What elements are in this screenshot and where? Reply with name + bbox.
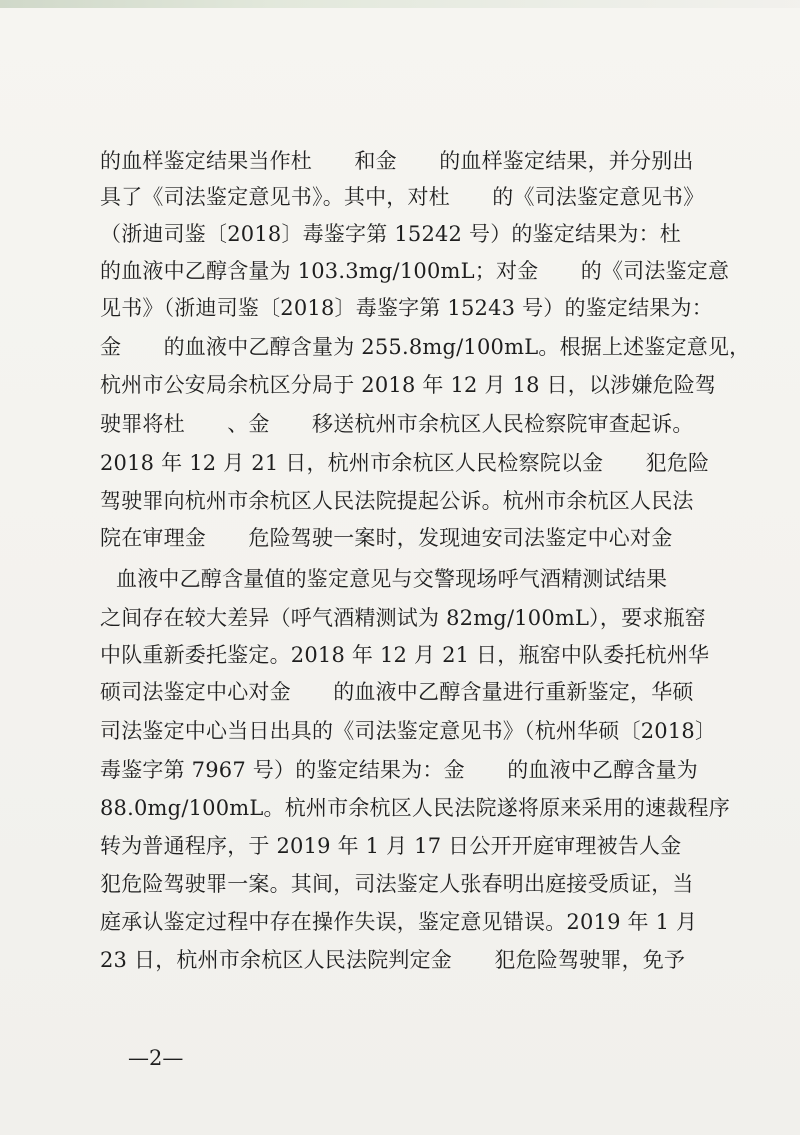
body-line: 的血液中乙醇含量为 103.3mg/100mL；对金 的《司法鉴定意 (100, 259, 730, 283)
body-line: 犯危险驾驶罪一案。其间，司法鉴定人张春明出庭接受质证，当 (100, 872, 694, 896)
body-line: 血液中乙醇含量值的鉴定意见与交警现场呼气酒精测试结果 (116, 567, 668, 591)
body-line: 的血样鉴定结果当作杜 和金 的血样鉴定结果，并分别出 (100, 149, 694, 173)
body-line: 庭承认鉴定过程中存在操作失误，鉴定意见错误。2019 年 1 月 (100, 910, 698, 934)
body-line: 具了《司法鉴定意见书》。其中，对杜 的《司法鉴定意见书》 (100, 185, 705, 209)
body-line: 院在审理金 危险驾驶一案时，发现迪安司法鉴定中心对金 (100, 526, 673, 550)
body-line: 见书》（浙迪司鉴〔2018〕毒鉴字第 15243 号）的鉴定结果为： (100, 296, 713, 320)
body-line: （浙迪司鉴〔2018〕毒鉴字第 15242 号）的鉴定结果为：杜 (100, 222, 681, 246)
body-line: 毒鉴字第 7967 号）的鉴定结果为：金 的血液中乙醇含量为 (100, 758, 698, 782)
body-line: 中队重新委托鉴定。2018 年 12 月 21 日，瓶窑中队委托杭州华 (100, 643, 710, 667)
page-number: —2— (128, 1046, 184, 1070)
body-line: 司法鉴定中心当日出具的《司法鉴定意见书》（杭州华硕〔2018〕 (100, 719, 717, 743)
body-line: 23 日，杭州市余杭区人民法院判定金 犯危险驾驶罪，免予 (100, 948, 686, 972)
body-line: 2018 年 12 月 21 日，杭州市余杭区人民检察院以金 犯危险 (100, 451, 710, 475)
body-line: 杭州市公安局余杭区分局于 2018 年 12 月 18 日，以涉嫌危险驾 (100, 373, 717, 397)
body-line: 金 的血液中乙醇含量为 255.8mg/100mL。根据上述鉴定意见， (100, 335, 751, 359)
body-line: 驾驶罪向杭州市余杭区人民法院提起公诉。杭州市余杭区人民法 (100, 489, 694, 513)
body-line: 88.0mg/100mL。杭州市余杭区人民法院遂将原来采用的速裁程序 (100, 796, 730, 820)
body-line: 硕司法鉴定中心对金 的血液中乙醇含量进行重新鉴定，华硕 (100, 680, 694, 704)
body-line: 驶罪将杜 、金 移送杭州市余杭区人民检察院审查起诉。 (100, 412, 694, 436)
body-line: 之间存在较大差异（呼气酒精测试为 82mg/100mL），要求瓶窑 (100, 606, 706, 630)
body-line: 转为普通程序，于 2019 年 1 月 17 日公开开庭审理被告人金 (100, 834, 682, 858)
